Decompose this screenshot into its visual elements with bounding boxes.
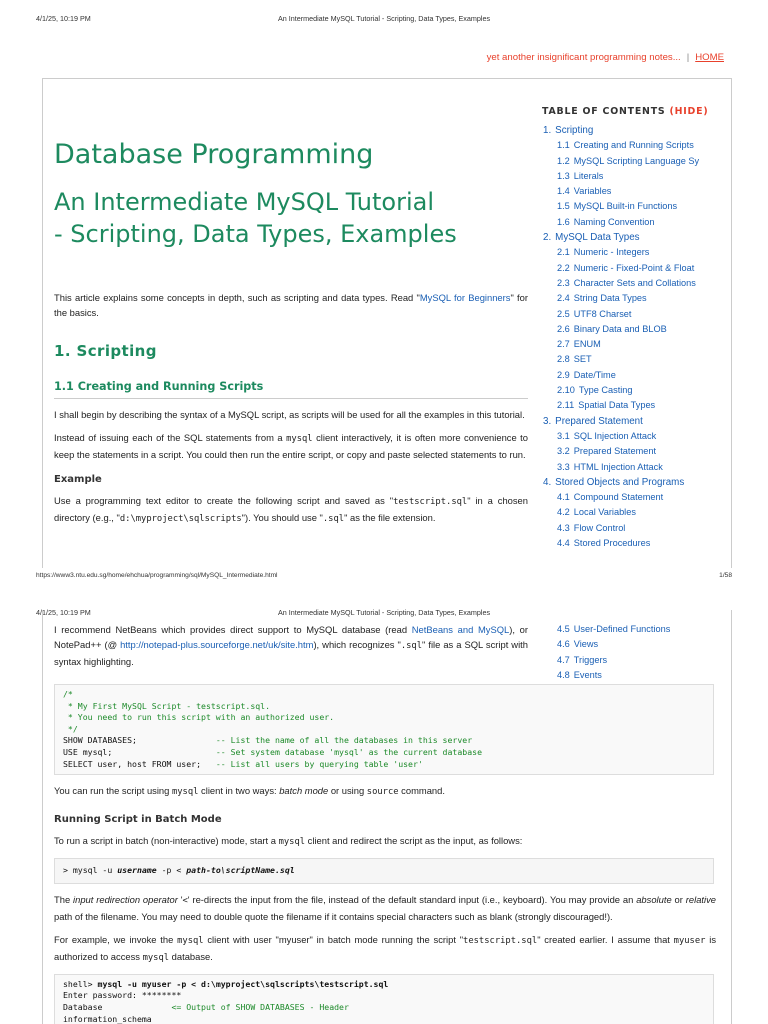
toc-item[interactable] — [542, 199, 722, 214]
toc-item-label: SQL Injection Attack — [573, 430, 657, 441]
toc-list — [542, 123, 722, 551]
intro-paragraph — [54, 290, 528, 320]
code-text: information_schema — [63, 1013, 152, 1024]
tagline-text: yet another insignificant programming notes... — [486, 52, 681, 63]
toc-item-number: 4.4 — [557, 538, 570, 549]
toc-item-label: Triggers — [573, 654, 608, 665]
text: ' — [177, 893, 183, 905]
text: For example, we invoke the — [54, 933, 178, 945]
inline-code: testscript.sql — [393, 497, 468, 507]
code-line — [63, 979, 705, 991]
text: ), which recognizes " — [313, 639, 401, 650]
inline-code: mysql — [142, 952, 170, 963]
toc-item-number: 4.3 — [557, 522, 570, 533]
toc-item-label: Prepared Statement — [573, 446, 657, 457]
print-date: 4/1/25, 10:19 PM — [36, 608, 91, 617]
text: You can run the script using — [54, 785, 172, 797]
print-header — [0, 14, 768, 28]
tagline-separator: | — [686, 52, 690, 63]
toc-item-label: Flow Control — [573, 522, 626, 533]
toc-item-label: Creating and Running Scripts — [573, 140, 694, 151]
code-line — [63, 689, 705, 701]
toc-item-label: Date/Time — [573, 369, 616, 380]
code-line — [63, 724, 705, 736]
table-of-contents — [542, 106, 722, 551]
toc-item-number: 2.5 — [557, 308, 570, 319]
code-line — [63, 990, 705, 1002]
text: Use a programming text editor to create the following script and saved as " — [54, 495, 394, 506]
toc-item-label: Spatial Data Types — [578, 400, 656, 411]
inline-code: .sql — [400, 641, 423, 651]
code-block-batch-output — [54, 974, 714, 1024]
toc-item-label: ENUM — [573, 339, 601, 350]
inline-code: testscript.sql — [463, 935, 538, 946]
toc-item-number: 1.2 — [557, 155, 570, 166]
toc-item[interactable] — [542, 460, 722, 475]
toc-item-number: 3. — [543, 415, 552, 427]
page-subtitle — [54, 186, 528, 250]
code-line — [63, 1002, 705, 1014]
italic-text: batch mode — [279, 785, 329, 797]
subtitle-line-1: An Intermediate MySQL Tutorial — [54, 188, 434, 216]
toc-item[interactable] — [542, 261, 722, 276]
italic-text: input redirection operator — [73, 893, 178, 905]
italic-text: absolute — [636, 893, 672, 905]
toc-item[interactable] — [542, 307, 722, 322]
toc-item[interactable] — [542, 276, 722, 291]
text: is authorized to access — [54, 933, 716, 962]
paragraph-for-example — [54, 932, 716, 966]
code-comment: <= Output of SHOW DATABASES - Header — [171, 1001, 349, 1012]
text: " in a chosen directory (e.g., " — [54, 495, 528, 523]
text: database. — [169, 950, 213, 962]
toc-item[interactable] — [542, 521, 722, 536]
toc-heading — [542, 106, 722, 117]
toc-item[interactable] — [542, 291, 722, 306]
toc-item-number: 2.2 — [557, 262, 570, 273]
toc-item-number: 2.11 — [557, 400, 575, 411]
code-text: Database — [63, 1001, 172, 1012]
text: client interactively, it is often more convenience to keep the statements in a script. You could then run the entire script, or copy and paste selected statements to run. — [54, 432, 528, 460]
toc-item[interactable] — [542, 622, 722, 637]
code-text: /* — [63, 689, 73, 699]
toc-item-number: 1.4 — [557, 186, 570, 197]
toc-item-label: Naming Convention — [573, 216, 655, 227]
toc-item[interactable] — [542, 368, 722, 383]
toc-item-number: 3.2 — [557, 446, 570, 457]
paragraph-recommend — [54, 622, 528, 669]
page-title: Database Programming — [54, 139, 374, 170]
home-link[interactable]: HOME — [695, 52, 724, 63]
toc-item-label: Compound Statement — [573, 492, 664, 503]
text: " created earlier. I assume that — [537, 933, 674, 945]
toc-item[interactable] — [542, 123, 722, 138]
toc-item[interactable] — [542, 505, 722, 520]
toc-item-number: 4.1 — [557, 492, 570, 503]
text: " as the file extension. — [344, 512, 436, 523]
inline-code: myuser — [673, 935, 706, 946]
code-text: -p < — [156, 865, 187, 876]
batch-mode-heading: Running Script in Batch Mode — [54, 814, 222, 826]
toc-item[interactable] — [542, 490, 722, 505]
code-placeholder: path-to\scriptName.sql — [186, 865, 295, 876]
toc-item-label: HTML Injection Attack — [573, 461, 663, 472]
code-line — [63, 747, 705, 759]
code-line — [63, 701, 705, 713]
toc-item-number: 2.3 — [557, 277, 570, 288]
code-text: * You need to run this script with an authorized user. — [63, 712, 335, 723]
text: The — [54, 893, 74, 905]
mysql-beginners-link[interactable]: MySQL for Beginners — [419, 292, 511, 303]
toc-item-number: 2.10 — [557, 385, 575, 396]
text: client with user "myuser" in batch mode running the script " — [203, 933, 464, 945]
inline-code: .sql — [322, 514, 345, 524]
paragraph-batch — [54, 833, 716, 850]
page-2-body — [54, 676, 716, 1024]
toc-item-label: UTF8 Charset — [573, 308, 632, 319]
text: Instead of issuing each of the SQL statements from a — [54, 432, 287, 443]
toc-item-number: 1.1 — [557, 140, 570, 151]
code-line — [63, 759, 705, 771]
toc-item-label: Variables — [573, 186, 612, 197]
code-text: Enter password: ******** — [63, 990, 182, 1001]
toc-item-label: Numeric - Integers — [573, 247, 650, 258]
text: " file as a SQL script with syntax highlighting. — [54, 639, 528, 667]
code-comment: -- List all users by querying table 'user' — [215, 758, 423, 769]
toc-item-number: 1.6 — [557, 216, 570, 227]
main-content — [54, 132, 528, 527]
code-text: > mysql -u — [63, 865, 118, 876]
toc-item-label: Local Variables — [573, 507, 636, 518]
toc-item-label: Stored Objects and Programs — [555, 476, 685, 488]
text: or — [671, 893, 686, 905]
toc-item-number: 4. — [543, 476, 552, 488]
inline-code: source — [366, 787, 399, 798]
paragraph-instead — [54, 430, 528, 462]
toc-item-number: 3.1 — [557, 430, 570, 441]
code-placeholder: username — [117, 865, 157, 876]
text: command. — [398, 785, 445, 797]
italic-text: relative — [685, 893, 717, 905]
toc-item[interactable] — [542, 138, 722, 153]
toc-item[interactable] — [542, 337, 722, 352]
paragraph-example — [54, 493, 528, 527]
toc-item-label: Type Casting — [578, 385, 633, 396]
toc-item-number: 2.8 — [557, 354, 570, 365]
code-text: * My First MySQL Script - testscript.sql. — [63, 700, 271, 711]
inline-code: mysql — [286, 434, 313, 444]
paragraph-run-script — [54, 783, 716, 800]
text: "). You should use " — [241, 512, 323, 523]
toc-item[interactable] — [542, 230, 722, 245]
code-text: USE mysql; — [63, 746, 216, 757]
main-content-page-2 — [54, 622, 528, 669]
toc-item-label: Scripting — [555, 125, 594, 136]
code-line — [63, 1014, 705, 1024]
code-block-testscript — [54, 684, 714, 775]
toc-item-number: 4.2 — [557, 507, 570, 518]
text: path of the filename. You may need to double quote the filename if it contains special characters such as blank (strongly discouraged!). — [54, 910, 613, 922]
toc-item-number: 1. — [543, 125, 552, 136]
code-text: */ — [63, 723, 78, 734]
toc-item[interactable] — [542, 215, 722, 230]
print-page-number: 1/58 — [719, 572, 732, 579]
code-comment: -- Set system database 'mysql' as the current database — [215, 746, 482, 757]
print-date: 4/1/25, 10:19 PM — [36, 14, 91, 23]
print-title: An Intermediate MySQL Tutorial - Scripting, Data Types, Examples — [277, 14, 491, 23]
toc-item-number: 1.5 — [557, 201, 570, 212]
section-heading-scripting: 1. Scripting — [54, 342, 157, 360]
toc-item[interactable] — [542, 475, 722, 490]
print-title: An Intermediate MySQL Tutorial - Scripting, Data Types, Examples — [277, 608, 491, 617]
toc-item[interactable] — [542, 245, 722, 260]
text: I recommend NetBeans which provides direct support to MySQL database (read — [54, 624, 412, 635]
code-block-batch-command — [54, 858, 714, 884]
toc-item-number: 2.7 — [557, 339, 570, 350]
paragraph-redirection — [54, 892, 716, 924]
text: To run a script in batch (non-interactive) mode, start a — [54, 835, 279, 847]
toc-item-label: String Data Types — [573, 293, 647, 304]
toc-item[interactable] — [542, 398, 722, 413]
toc-item-label: Character Sets and Collations — [573, 277, 696, 288]
toc-item-label: MySQL Data Types — [555, 232, 640, 244]
inline-code: mysql — [278, 837, 306, 848]
toc-item[interactable] — [542, 352, 722, 367]
toc-item-label: Views — [573, 639, 599, 650]
toc-item-number: 4.5 — [557, 624, 570, 634]
site-tagline — [487, 52, 724, 63]
toc-item[interactable] — [542, 414, 722, 429]
toc-item-number: 2.9 — [557, 369, 570, 380]
code-line — [63, 735, 705, 747]
netbeans-mysql-link[interactable]: NetBeans and MySQL — [411, 624, 510, 635]
paragraph-script-syntax: I shall begin by describing the syntax of a MySQL script, as scripts will be used for all the examples in this tutorial. — [54, 409, 525, 420]
toc-item[interactable] — [542, 154, 722, 169]
text: client and redirect the script as the input, as follows: — [305, 835, 523, 847]
toc-item-label: Literals — [573, 170, 604, 181]
subtitle-line-2: - Scripting, Data Types, Examples — [54, 220, 457, 248]
toc-item-number: 2.4 — [557, 293, 570, 304]
intro-text-end: " for the basics. — [54, 292, 528, 318]
toc-hide-toggle[interactable]: (HIDE) — [669, 106, 709, 117]
code-text: SELECT user, host FROM user; — [63, 758, 216, 769]
toc-item[interactable] — [542, 169, 722, 184]
toc-item[interactable] — [542, 383, 722, 398]
toc-item-label: SET — [573, 354, 592, 365]
code-comment: -- List the name of all the databases in this server — [215, 735, 473, 746]
code-line — [63, 712, 705, 724]
toc-item[interactable] — [542, 536, 722, 551]
toc-item-label: Prepared Statement — [555, 415, 643, 427]
toc-item[interactable] — [542, 444, 722, 459]
toc-item-label: Binary Data and BLOB — [573, 323, 667, 334]
toc-item[interactable] — [542, 322, 722, 337]
notepad-plus-link[interactable]: http://notepad-plus.sourceforge.net/uk/site.htm — [120, 639, 314, 650]
inline-code: d:\myproject\sqlscripts — [119, 514, 242, 524]
toc-item-number: 4.7 — [557, 654, 570, 665]
toc-item[interactable] — [542, 637, 722, 652]
toc-item[interactable] — [542, 184, 722, 199]
toc-item-number: 4.6 — [557, 639, 570, 650]
inline-code: mysql — [177, 935, 204, 946]
toc-item-label: User-Defined Functions — [573, 624, 671, 634]
text: ), or NotePad++ (@ — [54, 624, 528, 650]
toc-item[interactable] — [542, 653, 722, 668]
toc-item-number: 2.6 — [557, 323, 570, 334]
text: client in two ways: — [198, 785, 280, 797]
toc-item-label: Stored Procedures — [573, 538, 651, 549]
text: ' re-directs the input from the file, instead of the default standard input (i.e., keyboard). You may provide an — [187, 893, 637, 905]
code-text: shell> — [63, 978, 98, 989]
toc-item-number: 1.3 — [557, 170, 570, 181]
subsection-heading-creating-scripts: 1.1 Creating and Running Scripts — [54, 380, 528, 399]
toc-item-number: 2.1 — [557, 247, 570, 258]
toc-item-number: 4.8 — [557, 669, 570, 680]
toc-item[interactable] — [542, 429, 722, 444]
text: or using — [328, 785, 367, 797]
toc-heading-label: TABLE OF CONTENTS — [542, 106, 666, 117]
toc-item-number: 2. — [543, 232, 552, 244]
print-url: https://www3.ntu.edu.sg/home/ehchua/programming/sql/MySQL_Intermediate.html — [36, 572, 278, 579]
toc-item-label: MySQL Scripting Language Sy — [573, 155, 700, 166]
example-heading: Example — [54, 474, 102, 485]
toc-item-label: Numeric - Fixed-Point & Float — [573, 262, 695, 273]
intro-text: This article explains some concepts in depth, such as scripting and data types. Read " — [54, 292, 420, 303]
toc-item-label: MySQL Built-in Functions — [573, 201, 678, 212]
inline-code: < — [182, 895, 188, 906]
inline-code: mysql — [171, 787, 199, 798]
toc-item-number: 3.3 — [557, 461, 570, 472]
code-command: mysql -u myuser -p < d:\myproject\sqlscripts\testscript.sql — [97, 978, 389, 989]
code-text: SHOW DATABASES; — [63, 735, 216, 746]
toc-item-label: Events — [573, 669, 602, 680]
